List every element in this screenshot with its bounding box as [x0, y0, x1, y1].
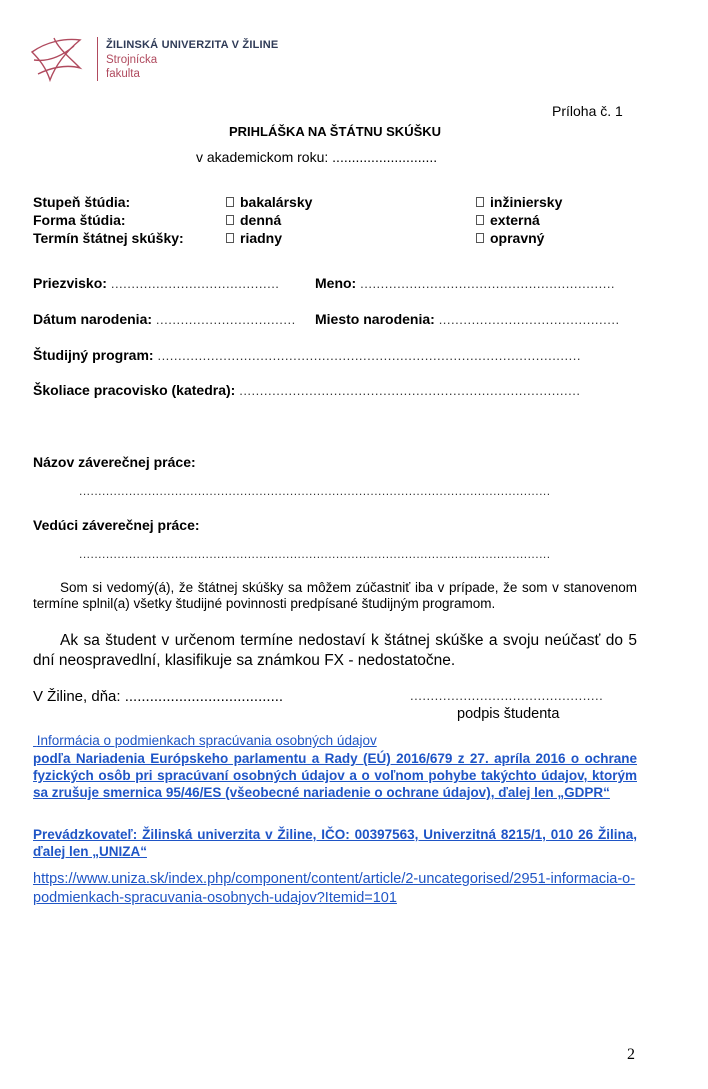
- name-blank[interactable]: ..............................................................: [360, 276, 616, 291]
- birth-date-blank[interactable]: ..................................: [155, 312, 296, 327]
- birth-place-field[interactable]: [315, 311, 620, 327]
- option-label: riadny: [240, 230, 283, 246]
- thesis-title-blank[interactable]: ...........................................................................................................................: [79, 484, 551, 498]
- signature-blank[interactable]: ...............................................: [410, 688, 604, 703]
- option-retake[interactable]: [476, 230, 544, 246]
- birth-place-blank[interactable]: ............................................: [438, 312, 620, 327]
- place-date[interactable]: V Žiline, dňa: ......................................: [33, 688, 284, 705]
- statement-absence: Ak sa študent v určenom termíne nedostaví k štátnej skúške a svoju neúčasť do 5 dní neospravedlní, klasifikuje sa známkou FX - nedostatočne.: [33, 632, 637, 669]
- department-label: Školiace pracovisko (katedra):: [33, 382, 236, 398]
- program-label: Študijný program:: [33, 347, 154, 363]
- logo-separator: [97, 37, 98, 81]
- degree-label: Stupeň štúdia:: [33, 194, 131, 210]
- statement-awareness: Som si vedomý(á), že štátnej skúšky sa môžem zúčastniť iba v prípade, že som v stanovenom termíne splnil(a) všetky študijné povinnosti predpísané študijným programom.: [33, 580, 637, 611]
- form-label: Forma štúdia:: [33, 212, 126, 228]
- program-blank[interactable]: .......................................................................................................: [157, 348, 581, 363]
- name-label: Meno:: [315, 275, 357, 291]
- checkbox-icon[interactable]: [226, 197, 234, 207]
- surname-label: Priezvisko:: [33, 275, 107, 291]
- option-label: denná: [240, 212, 282, 228]
- faculty-line-2: fakulta: [106, 68, 140, 80]
- department-blank[interactable]: ...................................................................................: [239, 383, 581, 398]
- thesis-title-label: Názov záverečnej práce:: [33, 454, 196, 470]
- option-bachelor[interactable]: [226, 194, 312, 210]
- surname-blank[interactable]: .........................................: [110, 276, 280, 291]
- birth-date-label: Dátum narodenia:: [33, 311, 153, 327]
- gdpr-heading-link[interactable]: Informácia o podmienkach spracúvania osobných údajov: [36, 733, 377, 748]
- birth-place-label: Miesto narodenia:: [315, 311, 435, 327]
- option-label: bakalársky: [240, 194, 313, 210]
- surname-field[interactable]: [33, 275, 279, 291]
- checkbox-icon[interactable]: [476, 197, 484, 207]
- academic-year: v akademickom roku: ...........................: [196, 149, 438, 165]
- uniza-logo-icon: [28, 34, 84, 84]
- faculty-line-1: Strojnícka: [106, 54, 158, 66]
- program-field[interactable]: [33, 347, 581, 363]
- checkbox-icon[interactable]: [476, 215, 484, 225]
- option-label: opravný: [490, 230, 545, 246]
- birth-date-field[interactable]: [33, 311, 296, 327]
- option-label: externá: [490, 212, 540, 228]
- option-label: inžiniersky: [490, 194, 563, 210]
- option-engineer[interactable]: [476, 194, 562, 210]
- faculty-name: [106, 53, 157, 81]
- option-fulltime[interactable]: [226, 212, 281, 228]
- page-number: 2: [627, 1046, 635, 1063]
- name-field[interactable]: [315, 275, 615, 291]
- checkbox-icon[interactable]: [476, 233, 484, 243]
- gdpr-body-link[interactable]: podľa Nariadenia Európskeho parlamentu a Rady (EÚ) 2016/679 z 27. apríla 2016 o ochrane fyzických osôb pri spracúvaní osobných údajov a o voľnom pohybe takýchto údajov, ktorým sa zrušuje smernica 95/46/ES (všeobecné nariadenie o ochrane údajov), ďalej len „GDPR“: [33, 751, 637, 800]
- signature-label: podpis študenta: [457, 706, 560, 722]
- gdpr-url-link[interactable]: https://www.uniza.sk/index.php/component/content/article/2-uncategorised/2951-informacia-o-podmienkach-spracuvania-osobnych-udajov?Itemid=101: [33, 871, 636, 906]
- supervisor-blank[interactable]: ...........................................................................................................................: [79, 547, 551, 561]
- appendix-label: Príloha č. 1: [552, 103, 623, 119]
- option-regular[interactable]: [226, 230, 282, 246]
- gdpr-operator-link[interactable]: Prevádzkovateľ: Žilinská univerzita v Žiline, IČO: 00397563, Univerzitná 8215/1, 010 26 Žilina, ďalej len „UNIZA“: [33, 827, 637, 859]
- checkbox-icon[interactable]: [226, 215, 234, 225]
- page-title: PRIHLÁŠKA NA ŠTÁTNU SKÚŠKU: [228, 124, 442, 139]
- term-label: Termín štátnej skúšky:: [33, 230, 184, 246]
- department-field[interactable]: [33, 382, 580, 398]
- checkbox-icon[interactable]: [226, 233, 234, 243]
- supervisor-label: Vedúci záverečnej práce:: [33, 517, 200, 533]
- option-external[interactable]: [476, 212, 540, 228]
- university-name: ŽILINSKÁ UNIVERZITA V ŽILINE: [106, 39, 279, 51]
